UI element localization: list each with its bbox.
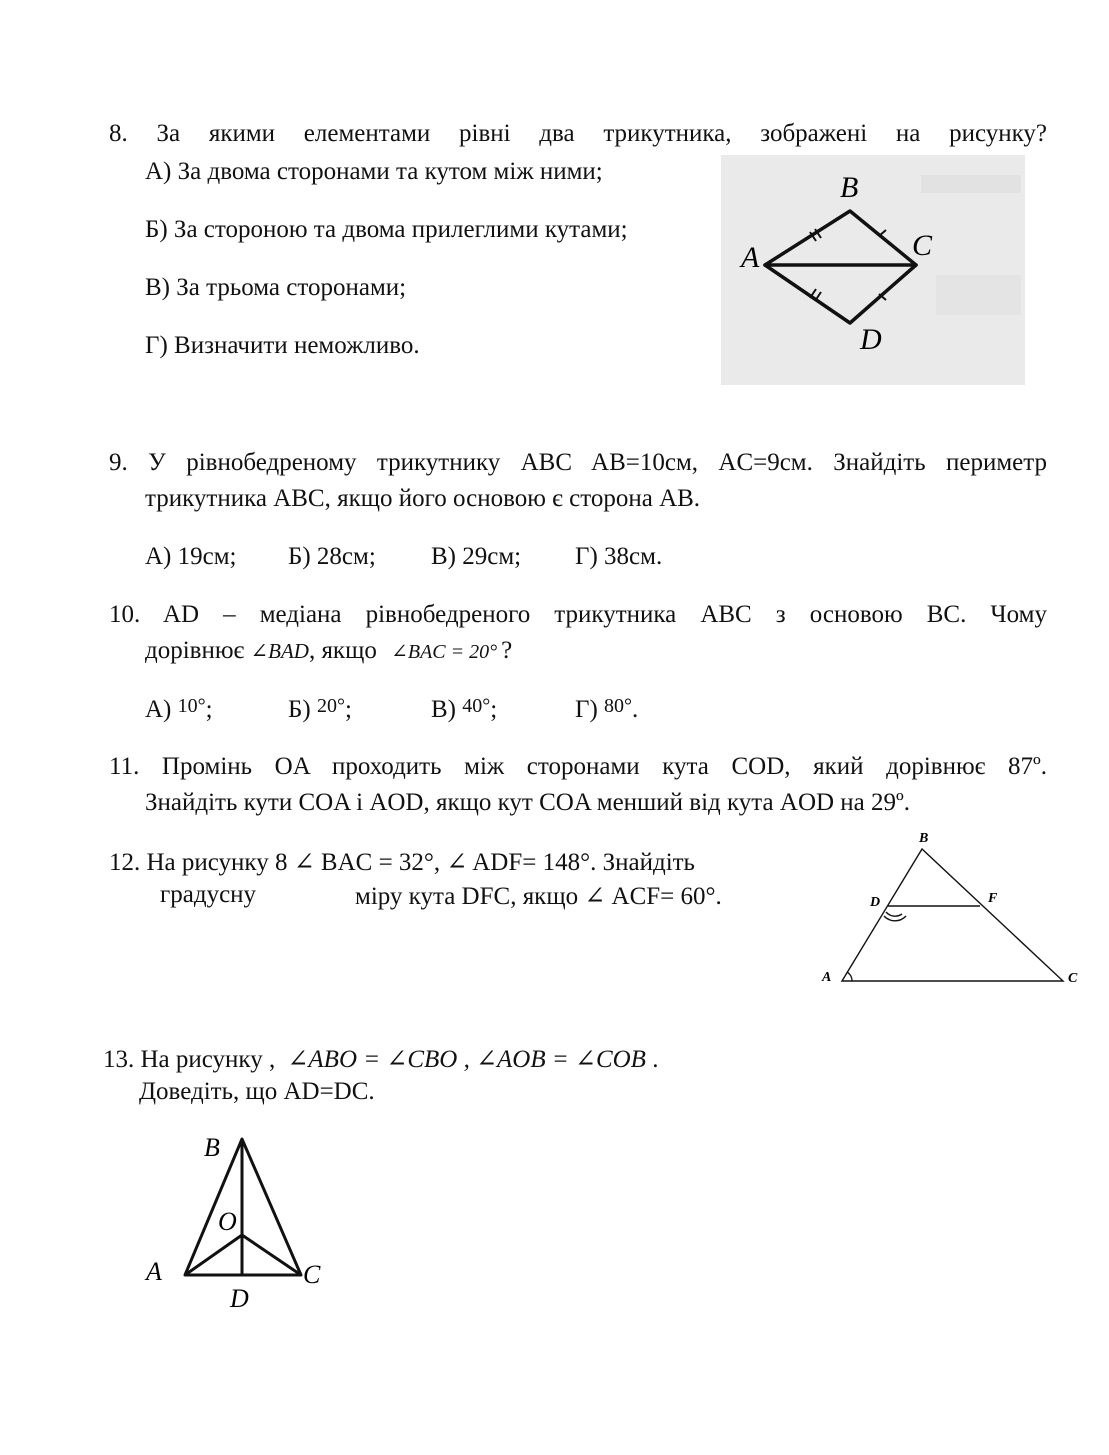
q11-question-cont: Знайдіть кути COA і AOD, якщо кут COA менший від кута AOD на 29º.	[145, 789, 911, 816]
q12-label-c: C	[1068, 971, 1078, 986]
q10-angle-bad: ∠BAD	[250, 639, 309, 663]
q12-figure-triangle	[812, 826, 1092, 991]
q12-word-gradusnu: градусну	[160, 881, 257, 908]
q12-label-b: B	[919, 831, 929, 846]
q10-question-cont	[145, 637, 512, 665]
q8-label-a: A	[741, 241, 760, 274]
q8-question: 8. За якими елементами рівні два трикутника, зображені на рисунку?	[109, 120, 1047, 147]
q8-option-d: Г) Визначити неможливо.	[145, 332, 420, 359]
q13-formula: ∠ABO = ∠CBO , ∠AOB = ∠COB	[287, 1046, 646, 1073]
q8-option-a: А) За двома сторонами та кутом між ними;	[145, 158, 603, 185]
q10-angle-bac: ∠BAC = 20°	[391, 641, 498, 663]
q11-question: 11. Промінь OA проходить між сторонами кута COD, який дорівнює 87º.	[109, 753, 1047, 780]
q10-option-a: А) $^{10^\circ}$;	[145, 695, 213, 723]
q13-question	[103, 1044, 658, 1074]
q13-label-b: B	[204, 1133, 220, 1162]
q12-label-d: D	[870, 895, 881, 910]
q12-question-cont: міру кута DFC, якщо ∠ ACF= 60°.	[355, 883, 722, 910]
q13-end: .	[645, 1046, 659, 1073]
q12-triangle-abc	[842, 849, 1063, 981]
q10-prefix: дорівнює	[145, 637, 245, 664]
q12-angle-mark-d1	[886, 912, 902, 916]
q13-label-o: O	[218, 1207, 237, 1236]
q13-figure-triangle	[140, 1125, 340, 1320]
q10-qmark: ?	[501, 637, 513, 664]
q12-angle-mark-a	[847, 972, 852, 981]
q9-question: 9. У рівнобедреному трикутнику ABC AB=10см, AC=9см. Знайдіть периметр	[109, 449, 1047, 476]
q10-mid: , якщо	[308, 637, 377, 664]
q8-figure-quadrilateral	[721, 155, 1025, 385]
q8-label-b: B	[840, 171, 859, 204]
q8-label-c: C	[912, 229, 933, 262]
q9-option-d: Г) 38см.	[575, 543, 663, 570]
q13-question-cont: Доведіть, що AD=DC.	[139, 1078, 375, 1105]
q13-label-d: D	[230, 1284, 249, 1313]
q9-option-b: Б) 28см;	[288, 543, 376, 570]
q12-label-a: A	[822, 970, 832, 985]
q12-question: 12. На рисунку 8 ∠ BAC = 32°, ∠ ADF= 148°. Знайдіть	[109, 849, 695, 876]
q9-option-c: В) 29см;	[431, 543, 522, 570]
q8-option-c: В) За трьома сторонами;	[145, 274, 407, 301]
q12-label-f: F	[988, 891, 998, 906]
q10-option-d: Г) $^{80^\circ}$.	[575, 695, 639, 723]
q13-label-a: A	[146, 1257, 162, 1286]
q10-option-c: В) $^{40^\circ}$;	[431, 695, 498, 723]
q9-option-a: А) 19см;	[145, 543, 237, 570]
q13-label-c: C	[303, 1260, 321, 1289]
q10-question: 10. AD – медіана рівнобедреного трикутника ABC з основою BC. Чому	[109, 601, 1047, 628]
q10-option-b: Б) $^{20^\circ}$;	[288, 695, 352, 723]
q8-label-d: D	[860, 323, 882, 356]
q9-question-cont: трикутника ABC, якщо його основою є сторона AB.	[145, 485, 701, 512]
q8-option-b: Б) За стороною та двома прилеглими кутами;	[145, 216, 628, 243]
q13-prefix: 13. На рисунку ,	[103, 1046, 276, 1073]
